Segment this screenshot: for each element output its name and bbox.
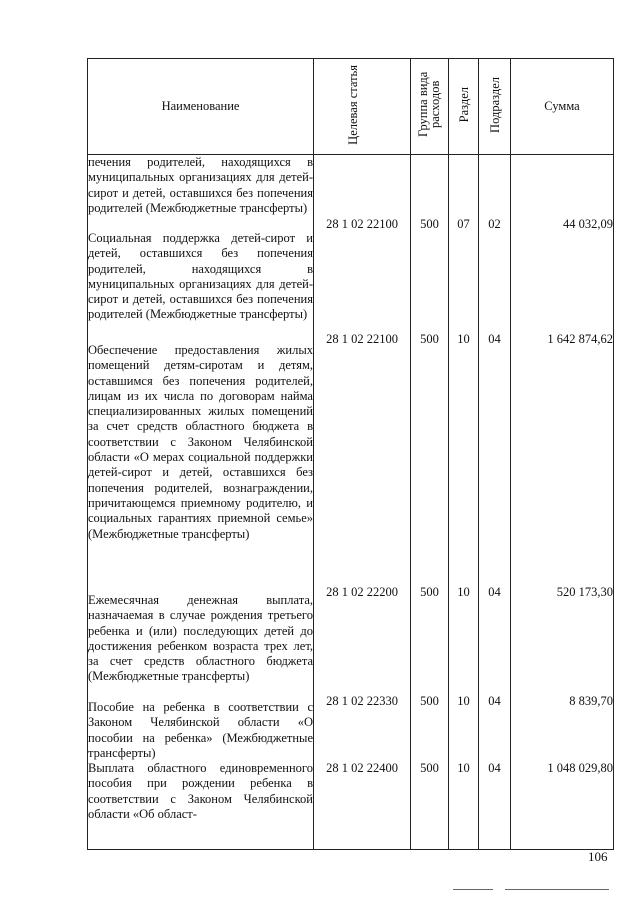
row-target: 28 1 02 22200 (326, 585, 398, 599)
header-name: Наименование (88, 59, 314, 155)
row-group: 500 (420, 217, 439, 231)
row-section: 10 (457, 694, 470, 708)
row-subsection: 02 (488, 217, 501, 231)
row-name: Пособие на ребенка в соответствии с Законом Челябинской области «О пособии на ребенка» (Межбюджетные трансферты) (88, 700, 313, 760)
header-section: Раздел (449, 59, 479, 155)
row-subsection: 04 (488, 761, 501, 775)
page-number: 106 (588, 849, 608, 864)
section-column (449, 155, 479, 850)
row-name: Социальная поддержка детей-сирот и детей, оставшихся без попечения родителей, находящихся в муниципальных организациях для детей-сирот и детей, оставшихся без попечения родителей (Межбюджетные трансферты) (88, 231, 313, 322)
row-name: Выплата областного единовременного пособия при рождении ребенка в соответствии с Законом Челябинской области «Об област- (88, 761, 313, 821)
table-header-row (88, 59, 614, 155)
sum-column (511, 155, 614, 850)
row-sum: 1 642 874,62 (547, 332, 613, 346)
row-sum: 44 032,09 (563, 217, 613, 231)
row-section: 10 (457, 585, 470, 599)
footer-rule (505, 889, 609, 890)
header-sum: Сумма (511, 59, 614, 155)
row-group: 500 (420, 694, 439, 708)
row-subsection: 04 (488, 332, 501, 346)
footer-rule (453, 889, 493, 890)
row-sum: 8 839,70 (569, 694, 613, 708)
row-target: 28 1 02 22100 (326, 217, 398, 231)
row-target: 28 1 02 22330 (326, 694, 398, 708)
target-column (314, 155, 411, 850)
header-target: Целевая статья (314, 59, 411, 155)
group-column (411, 155, 449, 850)
row-sum: 1 048 029,80 (547, 761, 613, 775)
header-subsection: Подраздел (479, 59, 511, 155)
row-name: Ежемесячная денежная выплата, назначаемая в случае рождения третьего ребенка и (или) последующих детей до достижения ребенком возраста трех лет, за счет средств областного бюджета (Межбюджетные трансферты) (88, 593, 313, 684)
row-subsection: 04 (488, 585, 501, 599)
budget-table (87, 58, 614, 850)
row-name: Обеспечение предоставления жилых помещений детям-сиротам и детям, оставшимся без попечения родителей, лицам из их числа по договорам найма специализированных жилых помещений за счет средств областного бюджета в соответствии с Законом Челябинской области «О мерах социальной поддержки детей-сирот и детей, оставшихся без попечения родителей, вознаграждении, причитающемся приемному родителю, и социальных гарантиях приемной семье» (Межбюджетные трансферты) (88, 343, 313, 541)
row-sum: 520 173,30 (556, 585, 613, 599)
subsection-column (479, 155, 511, 850)
row-target: 28 1 02 22400 (326, 761, 398, 775)
row-section: 10 (457, 332, 470, 346)
row-target: 28 1 02 22100 (326, 332, 398, 346)
row-name: печения родителей, находящихся в муниципальных организациях для детей-сирот и детей, оставшихся без попечения родителей (Межбюджетные трансферты) (88, 155, 313, 215)
row-group: 500 (420, 585, 439, 599)
row-subsection: 04 (488, 694, 501, 708)
row-section: 10 (457, 761, 470, 775)
header-group: Группа вида расходов (411, 59, 449, 155)
row-section: 07 (457, 217, 470, 231)
name-column (88, 155, 314, 850)
table-body-row (88, 155, 614, 850)
row-group: 500 (420, 761, 439, 775)
row-group: 500 (420, 332, 439, 346)
